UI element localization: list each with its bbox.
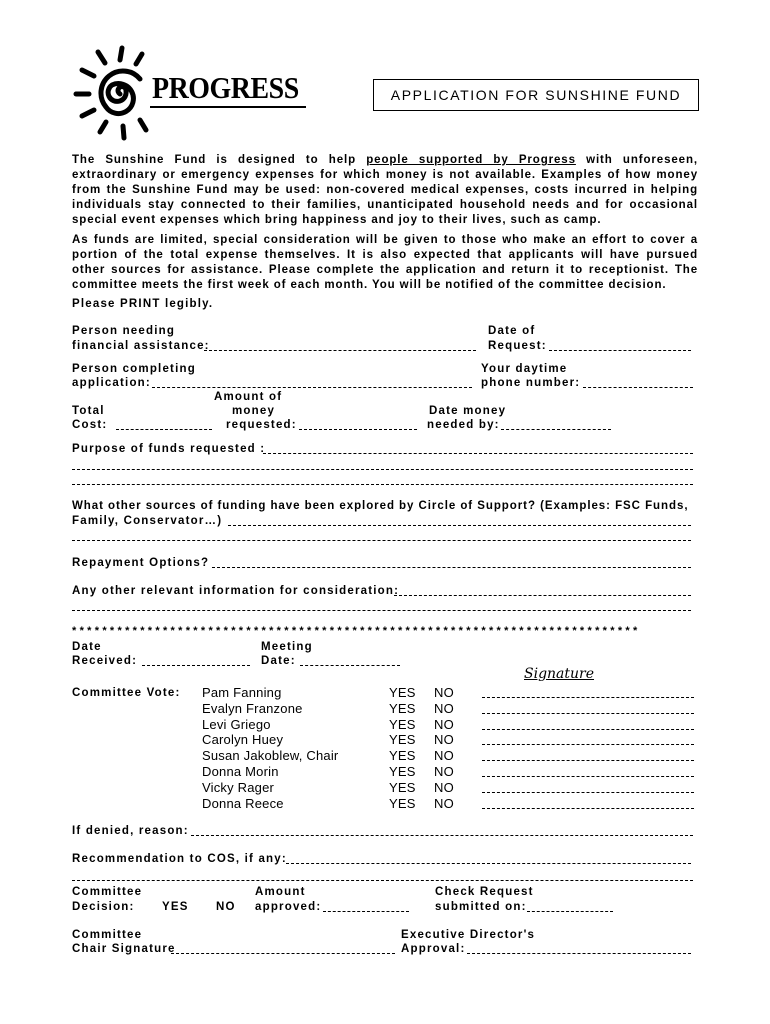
- phone-field[interactable]: [583, 387, 693, 388]
- committee-member-name: Susan Jakoblew, Chair: [202, 748, 339, 764]
- decision-no[interactable]: NO: [216, 901, 236, 913]
- vote-no-option[interactable]: NO: [434, 764, 454, 779]
- chair-signature-label-1: Committee: [72, 929, 143, 941]
- phone-label-1: Your daytime: [481, 363, 568, 375]
- committee-member-name: Donna Morin: [202, 764, 279, 779]
- amount-label-2: money: [232, 405, 276, 417]
- amount-label-1: Amount of: [214, 391, 283, 403]
- logo-underline: [150, 106, 306, 108]
- progress-logo-text: PROGRESS: [152, 70, 299, 105]
- vote-no-option[interactable]: NO: [434, 779, 454, 795]
- recommendation-field-2[interactable]: [72, 880, 693, 881]
- member-signature-field[interactable]: [482, 713, 694, 714]
- intro-paragraph-2: As funds are limited, special consideration will be given to those who make an effort to cover a portion of the total expense themselves. It is also expected that applicants will have pursued other sources for assistance. Please complete the application and return it to receptionist. The committee meets the first week of each month. You will be notified of the committee decision.: [72, 234, 698, 291]
- purpose-field-1[interactable]: [263, 453, 693, 454]
- committee-member-name: Evalyn Franzone: [202, 700, 303, 716]
- date-request-field[interactable]: [549, 350, 691, 351]
- other-sources-field-1[interactable]: [228, 525, 691, 526]
- date-money-label-2: needed by:: [427, 419, 505, 431]
- date-money-label-1: Date money: [429, 405, 507, 417]
- member-signature-field[interactable]: [482, 792, 694, 793]
- recommendation-field-1[interactable]: [286, 863, 691, 864]
- vote-yes-option[interactable]: YES: [389, 732, 416, 748]
- intro-p1-before: The Sunshine Fund is designed to help: [72, 154, 367, 166]
- member-signature-field[interactable]: [482, 776, 694, 777]
- if-denied-field[interactable]: [191, 835, 693, 836]
- vote-yes-option[interactable]: YES: [389, 779, 416, 795]
- purpose-field-2[interactable]: [72, 469, 693, 470]
- amount-approved-label-2: approved:: [255, 901, 326, 913]
- vote-no-option[interactable]: NO: [434, 685, 454, 700]
- other-sources-field-2[interactable]: [72, 540, 691, 541]
- member-signature-field[interactable]: [482, 808, 694, 809]
- exec-approval-label-1: Executive Director's: [401, 929, 536, 941]
- meeting-date-label-1: Meeting: [261, 641, 313, 653]
- purpose-field-3[interactable]: [72, 484, 693, 485]
- other-sources-label-2: Family, Conservator…): [72, 515, 227, 527]
- vote-yes-option[interactable]: YES: [389, 716, 416, 732]
- total-label-1: Total: [72, 405, 105, 417]
- vote-no-option[interactable]: NO: [434, 748, 454, 764]
- date-received-field[interactable]: [142, 665, 250, 666]
- check-request-label-1: Check Request: [435, 886, 534, 898]
- committee-member-name: Pam Fanning: [202, 685, 282, 700]
- form-title: APPLICATION FOR SUNSHINE FUND: [390, 87, 682, 103]
- person-needing-label-1: Person needing: [72, 325, 176, 337]
- vote-no-option[interactable]: NO: [434, 732, 454, 748]
- print-note: Please PRINT legibly.: [72, 298, 214, 310]
- person-completing-field[interactable]: [152, 387, 472, 388]
- chair-signature-field[interactable]: [171, 953, 395, 954]
- amount-approved-label-1: Amount: [255, 886, 306, 898]
- committee-member-name: Levi Griego: [202, 716, 271, 732]
- check-request-label-2: submitted on:: [435, 901, 532, 913]
- vote-yes-option[interactable]: YES: [389, 764, 416, 779]
- other-info-field-1[interactable]: [394, 595, 691, 596]
- signature-column-label: Signature: [524, 666, 595, 682]
- repayment-field[interactable]: [212, 567, 691, 568]
- exec-approval-label-2: Approval:: [401, 943, 470, 955]
- person-completing-label-2: application:: [72, 377, 156, 389]
- vote-yes-option[interactable]: YES: [389, 700, 416, 716]
- vote-yes-option[interactable]: YES: [389, 748, 416, 764]
- vote-no-option[interactable]: NO: [434, 795, 454, 811]
- check-request-field[interactable]: [527, 911, 613, 912]
- decision-yes[interactable]: YES: [162, 901, 189, 913]
- decision-label-2: Decision:: [72, 901, 135, 913]
- other-sources-label-1: What other sources of funding have been explored by Circle of Support? (Examples: FSC Funds,: [72, 500, 689, 512]
- decision-label-1: Committee: [72, 886, 143, 898]
- amount-approved-field[interactable]: [323, 911, 409, 912]
- meeting-date-label-2: Date:: [261, 655, 301, 667]
- meeting-date-field[interactable]: [300, 665, 400, 666]
- person-needing-field[interactable]: [204, 350, 476, 351]
- vote-yes-option[interactable]: YES: [389, 685, 416, 700]
- exec-approval-field[interactable]: [467, 953, 691, 954]
- total-label-2: Cost:: [72, 419, 112, 431]
- intro-paragraph-1: [72, 153, 698, 228]
- amount-requested-field[interactable]: [299, 429, 417, 430]
- committee-member-name: Vicky Rager: [202, 779, 275, 795]
- vote-yes-option[interactable]: YES: [389, 795, 416, 811]
- repayment-label: Repayment Options?: [72, 557, 214, 569]
- chair-signature-label-2: Chair Signature: [72, 943, 176, 955]
- date-received-label-1: Date: [72, 641, 102, 653]
- committee-member-name: Carolyn Huey: [202, 732, 284, 748]
- other-info-label: Any other relevant information for consideration:: [72, 585, 404, 597]
- person-completing-label-1: Person completing: [72, 363, 196, 375]
- recommendation-label: Recommendation to COS, if any:: [72, 853, 292, 865]
- office-use-separator: ***************************************************************************: [72, 625, 641, 637]
- phone-label-2: phone number:: [481, 377, 585, 389]
- date-request-label-1: Date of: [488, 325, 536, 337]
- person-needing-label-2: financial assistance:: [72, 340, 215, 352]
- intro-p1-after: with unforeseen, extraordinary or emergency expenses for which money is not available. Examples of how money from the Sunshine Fund may be used: non-covered medical expenses, costs incurred in helping individuals stay connected to their families, unanticipated household needs and for occasional special event expenses which bring happiness and joy to their lives, such as camp.: [72, 154, 698, 226]
- other-info-field-2[interactable]: [72, 610, 691, 611]
- member-signature-field[interactable]: [482, 760, 694, 761]
- date-request-label-2: Request:: [488, 340, 552, 352]
- member-signature-field[interactable]: [482, 744, 694, 745]
- intro-p1-underlined: people supported by Progress: [366, 154, 576, 166]
- member-signature-field[interactable]: [482, 729, 694, 730]
- vote-no-option[interactable]: NO: [434, 700, 454, 716]
- if-denied-label: If denied, reason:: [72, 825, 194, 837]
- form-title-box: [373, 79, 699, 111]
- committee-vote-label: Committee Vote:: [72, 687, 181, 699]
- total-cost-field[interactable]: [116, 429, 212, 430]
- committee-member-name: Donna Reece: [202, 795, 284, 811]
- date-received-label-2: Received:: [72, 655, 142, 667]
- date-money-field[interactable]: [501, 429, 611, 430]
- member-signature-field[interactable]: [482, 697, 694, 698]
- amount-label-3: requested:: [226, 419, 302, 431]
- purpose-label: Purpose of funds requested :: [72, 443, 270, 455]
- progress-logo: [70, 42, 320, 142]
- vote-no-option[interactable]: NO: [434, 716, 454, 732]
